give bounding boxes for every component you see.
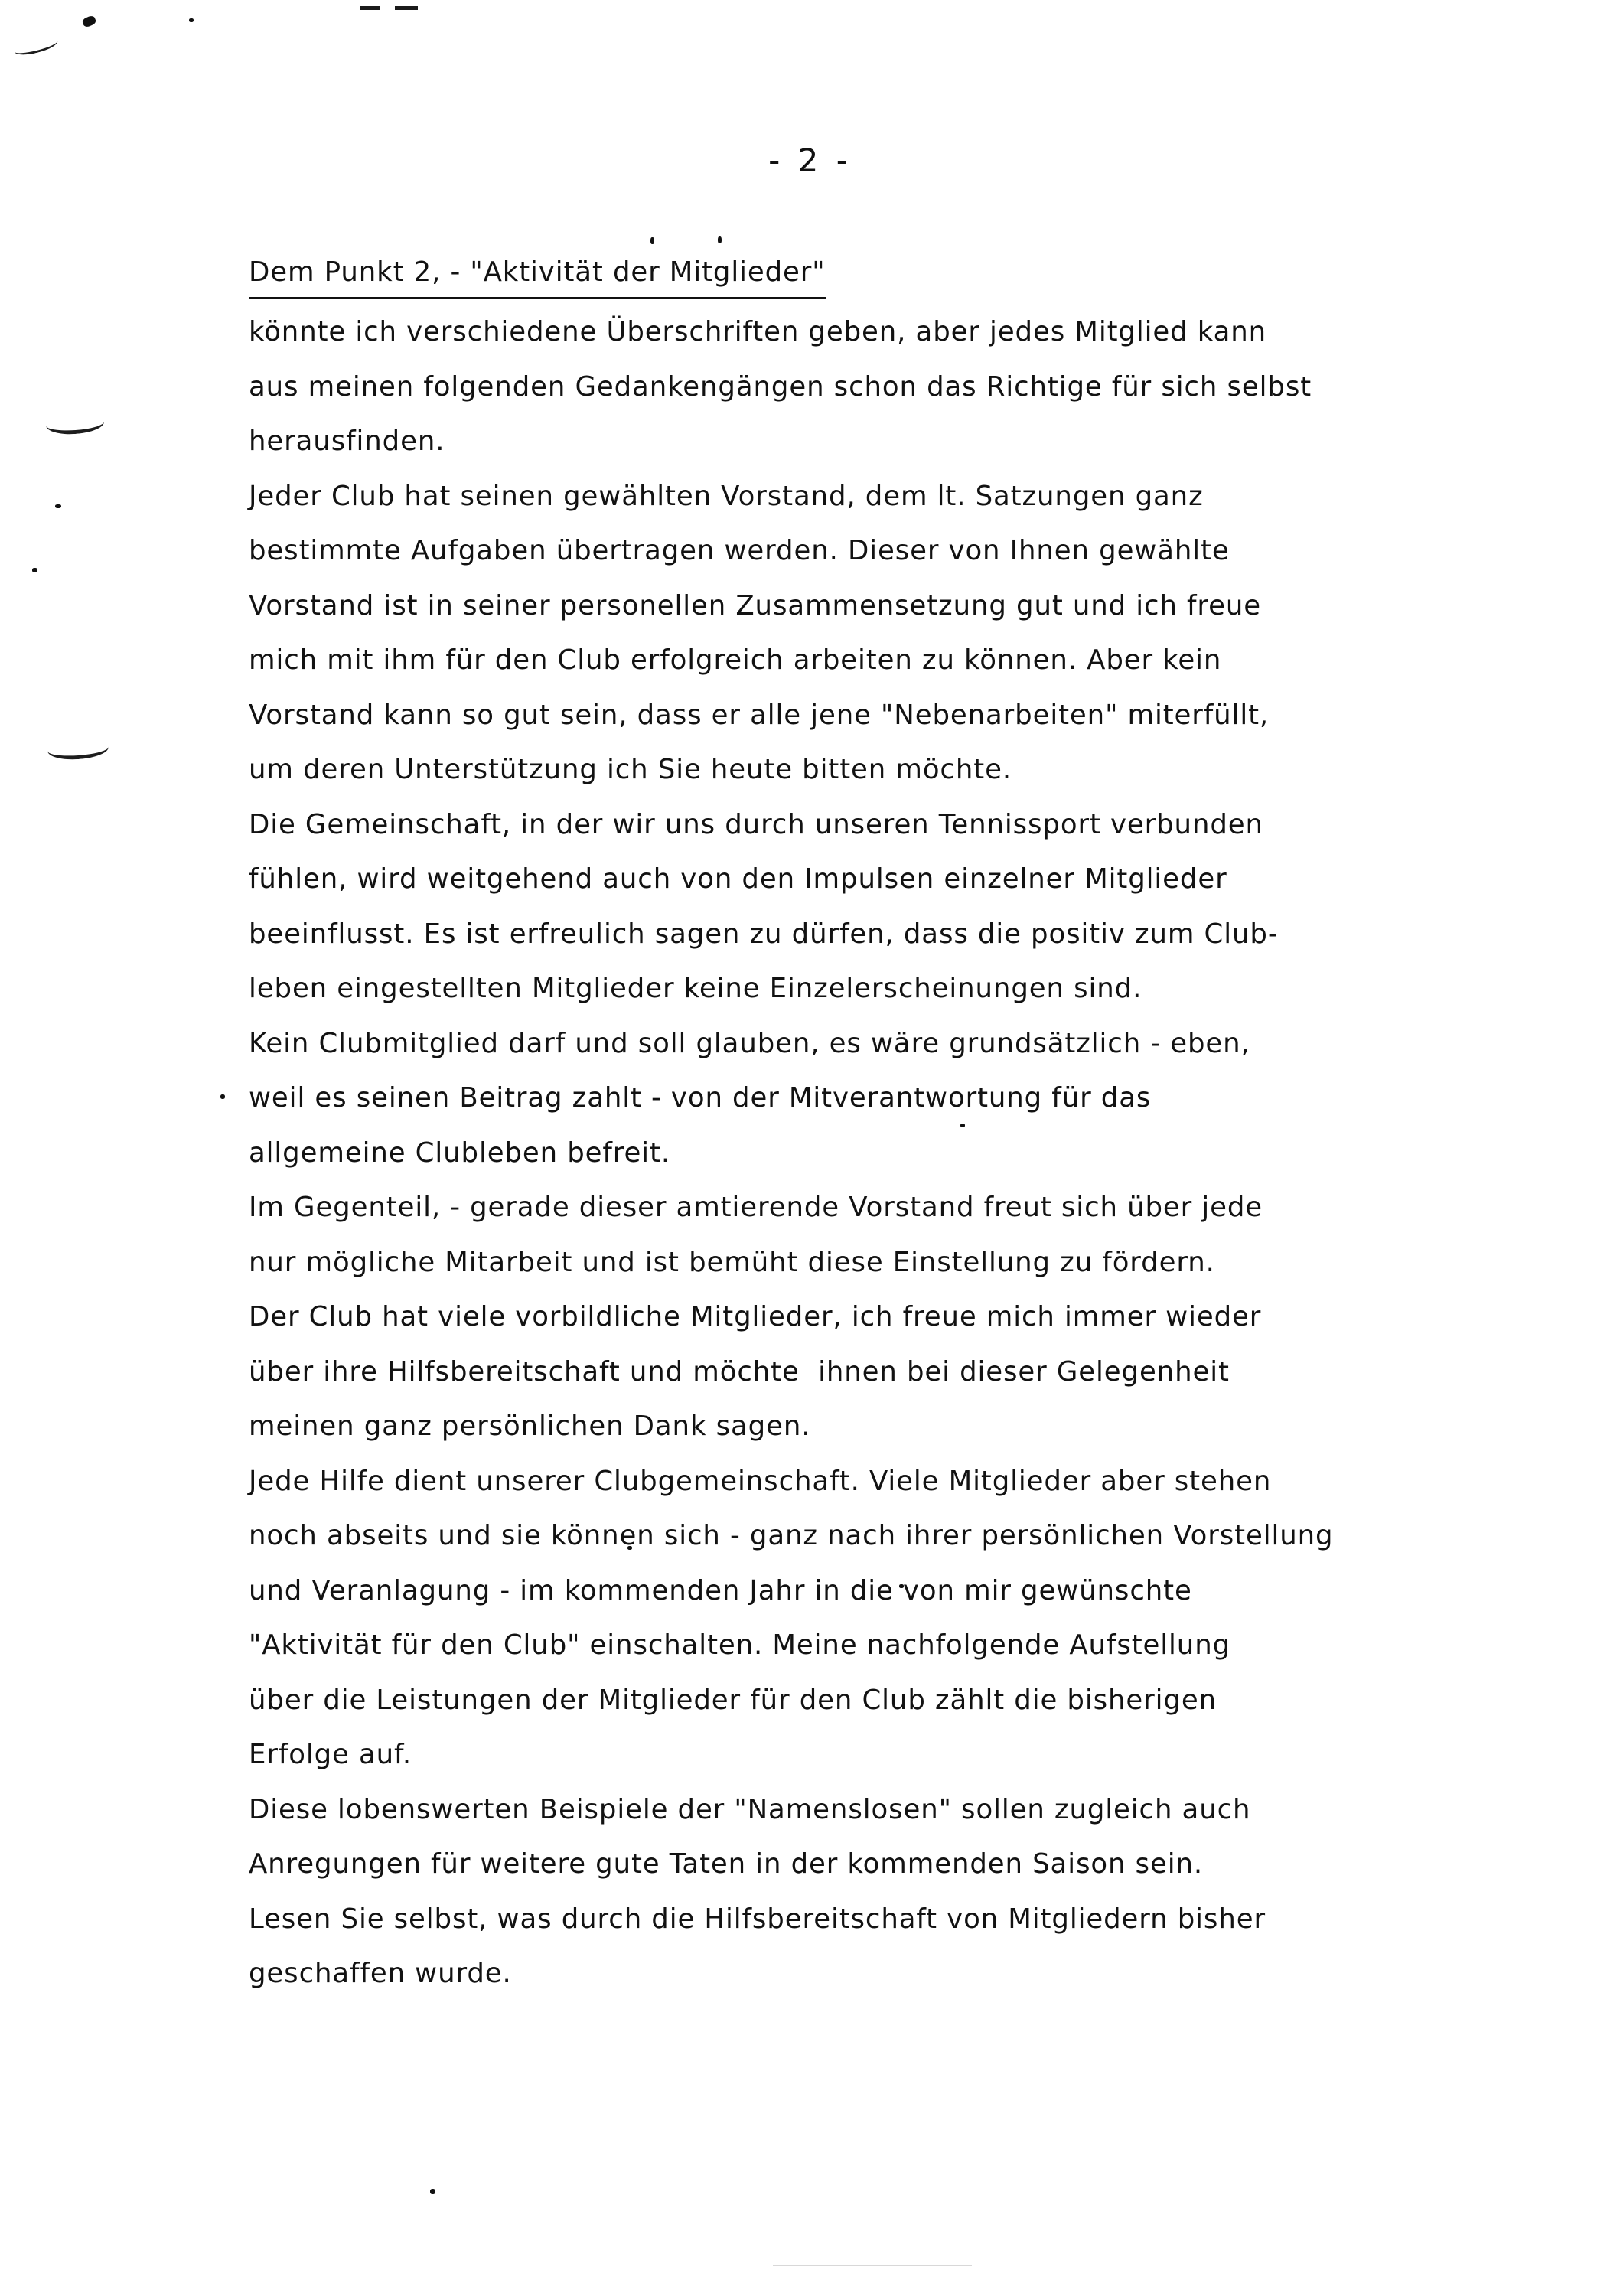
scan-artifact-swoosh-3 [47, 736, 109, 762]
paragraph-4 [249, 1016, 1542, 1181]
text-line: könnte ich verschiedene Überschriften geben, aber jedes Mitglied kann [249, 316, 1267, 347]
text-line: Vorstand ist in seiner personellen Zusammensetzung gut und ich freue [249, 589, 1262, 621]
text-line: Anregungen für weitere gute Taten in der kommenden Saison sein. [249, 1848, 1204, 1880]
text-line: Lesen Sie selbst, was durch die Hilfsbereitschaft von Mitgliedern bisher [249, 1903, 1266, 1935]
scan-artifact-top-dash-right [395, 6, 418, 10]
text-line: herausfinden. [249, 426, 445, 457]
section-heading-row [249, 249, 1542, 305]
document-body [249, 249, 1542, 2001]
text-line: nur mögliche Mitarbeit und ist bemüht diese Einstellung zu fördern. [249, 1246, 1215, 1278]
paragraph-2 [249, 469, 1542, 797]
text-line: Die Gemeinschaft, in der wir uns durch unseren Tennissport verbunden [249, 808, 1263, 840]
text-line: aus meinen folgenden Gedankengängen schon das Richtige für sich selbst [249, 370, 1312, 403]
section-heading: Dem Punkt 2, - "Aktivität der Mitglieder" [249, 249, 826, 299]
text-line: um deren Unterstützung ich Sie heute bitten möchte. [249, 754, 1012, 785]
paragraph-6 [249, 1290, 1542, 1454]
text-line: Diese lobenswerten Beispiele der "Namenslosen" sollen zugleich auch [249, 1793, 1251, 1825]
scan-artifact-fleck-1 [81, 15, 96, 28]
text-line: "Aktivität für den Club" einschalten. Meine nachfolgende Aufstellung [249, 1629, 1231, 1661]
scan-artifact-top-dash-left [360, 6, 380, 10]
text-line: geschaffen wurde. [249, 1958, 512, 1989]
text-line: mich mit ihm für den Club erfolgreich arbeiten zu können. Aber kein [249, 644, 1222, 676]
text-line: Kein Clubmitglied darf und soll glauben, es wäre grundsätzlich - eben, [249, 1027, 1250, 1059]
scan-artifact-swoosh-2 [45, 411, 105, 435]
scan-artifact-fleck-4 [189, 18, 194, 22]
text-line: meinen ganz persönlichen Dank sagen. [249, 1411, 811, 1442]
page-number: - 2 - [768, 142, 852, 179]
text-line: noch abseits und sie können sich - ganz nach ihrer persönlichen Vorstellung [249, 1520, 1334, 1551]
scan-artifact-fleck-10 [650, 237, 654, 244]
text-line: fühlen, wird weitgehend auch von den Impulsen einzelner Mitglieder [249, 863, 1227, 895]
scan-artifact-swoosh-1 [13, 34, 59, 58]
text-line: Erfolge auf. [249, 1739, 412, 1770]
scan-artifact-faint-line-bottom [773, 2265, 972, 2266]
paragraph-9 [249, 1892, 1542, 2001]
text-line: und Veranlagung - im kommenden Jahr in die von mir gewünschte [249, 1574, 1192, 1606]
scan-artifact-fleck-11 [718, 236, 722, 243]
scan-artifact-fleck-2 [55, 504, 61, 508]
text-line: über ihre Hilfsbereitschaft und möchte ihnen bei dieser Gelegenheit [249, 1355, 1230, 1388]
text-line: Im Gegenteil, - gerade dieser amtierende Vorstand freut sich über jede [249, 1192, 1263, 1223]
text-line: leben eingestellten Mitglieder keine Einzelerscheinungen sind. [249, 973, 1142, 1004]
paragraph-3 [249, 797, 1542, 1016]
text-line: Vorstand kann so gut sein, dass er alle jene "Nebenarbeiten" miterfüllt, [249, 699, 1270, 731]
paragraph-7 [249, 1454, 1542, 1782]
scan-artifact-fleck-5 [220, 1094, 225, 1099]
text-line: allgemeine Clubleben befreit. [249, 1137, 671, 1169]
text-line: beeinflusst. Es ist erfreulich sagen zu dürfen, dass die positiv zum Club- [249, 918, 1279, 950]
paragraph-1 [249, 305, 1542, 469]
text-line: Jede Hilfe dient unserer Clubgemeinschaft. Viele Mitglieder aber stehen [249, 1465, 1272, 1497]
scan-artifact-fleck-3 [32, 568, 37, 572]
text-line: Der Club hat viele vorbildliche Mitglieder, ich freue mich immer wieder [249, 1301, 1262, 1332]
text-line: bestimmte Aufgaben übertragen werden. Dieser von Ihnen gewählte [249, 535, 1230, 566]
paragraph-5 [249, 1180, 1542, 1290]
text-line: Jeder Club hat seinen gewählten Vorstand, dem lt. Satzungen ganz [249, 480, 1204, 512]
text-line: über die Leistungen der Mitglieder für den Club zählt die bisherigen [249, 1684, 1217, 1716]
scan-artifact-fleck-6 [430, 2189, 435, 2194]
paragraph-8 [249, 1782, 1542, 1892]
text-line: weil es seinen Beitrag zahlt - von der Mitverantwortung für das [249, 1082, 1152, 1114]
